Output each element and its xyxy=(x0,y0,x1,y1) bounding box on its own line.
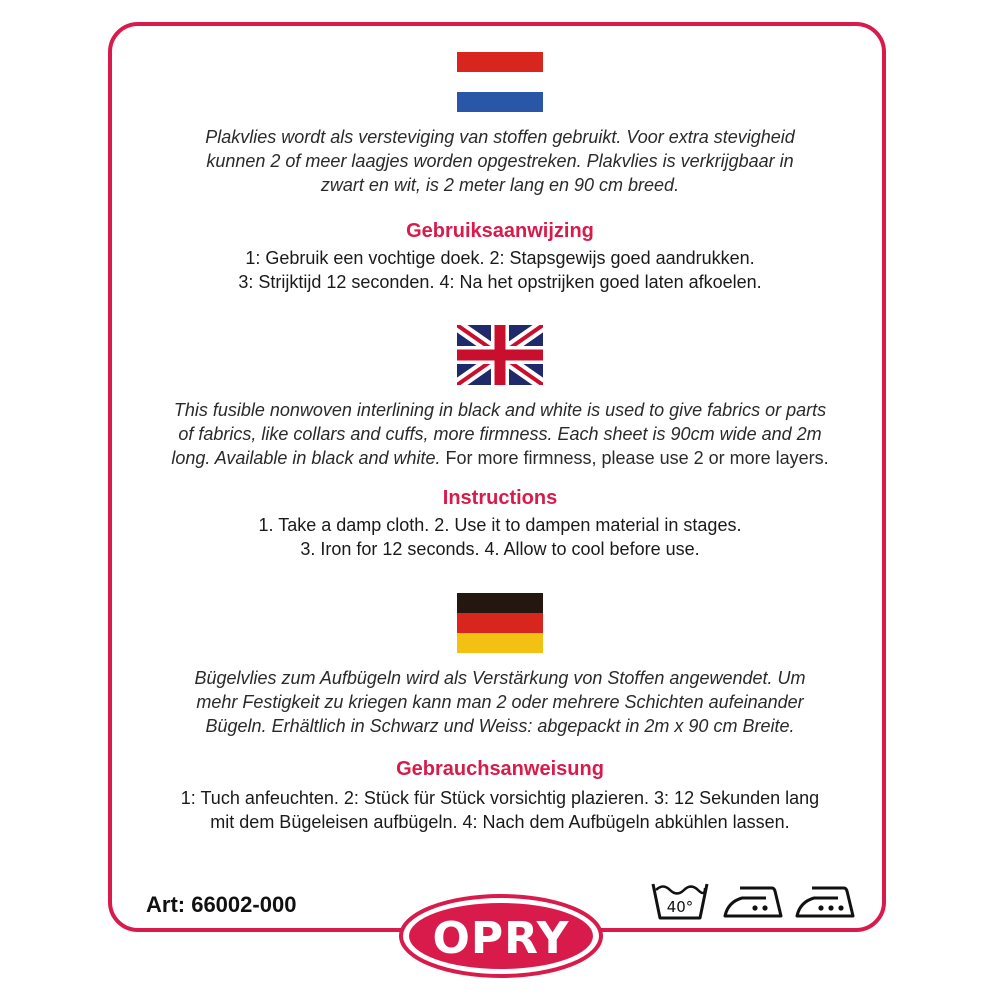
german-description-line: Bügeln. Erhältlich in Schwarz und Weiss: abgepackt in 2m x 90 cm Breite. xyxy=(205,716,795,736)
english-step-line: 1. Take a damp cloth. 2. Use it to dampen material in stages. xyxy=(258,515,742,535)
united-kingdom-flag-icon xyxy=(457,325,543,385)
german-steps xyxy=(110,786,890,834)
german-description-line: Bügelvlies zum Aufbügeln wird als Verstärkung von Stoffen angewendet. Um xyxy=(194,668,806,688)
dutch-description-line: kunnen 2 of meer laagjes worden opgestreken. Plakvlies is verkrijgbaar in xyxy=(206,151,794,171)
german-heading: Gebrauchsanweisung xyxy=(396,758,604,780)
english-step-line: 3. Iron for 12 seconds. 4. Allow to cool before use. xyxy=(300,539,700,559)
wash-temperature-label: 40° xyxy=(666,898,694,916)
english-description-italic: long. Available in black and white. xyxy=(171,448,441,468)
dutch-description xyxy=(110,125,890,197)
netherlands-flag-icon xyxy=(457,52,543,112)
german-step-line: 1: Tuch anfeuchten. 2: Stück für Stück vorsichtig plazieren. 3: 12 Sekunden lang xyxy=(180,788,820,808)
logo-text: OPRY xyxy=(432,913,570,964)
iron-two-dots-icon xyxy=(722,876,784,922)
german-step-line: mit dem Bügeleisen aufbügeln. 4: Nach dem Aufbügeln abkühlen lassen. xyxy=(210,812,790,832)
english-description-line xyxy=(110,446,890,470)
article-number: Art: 66002-000 xyxy=(146,892,297,917)
english-description xyxy=(110,398,890,470)
english-heading: Instructions xyxy=(442,487,558,509)
opry-logo xyxy=(398,893,604,979)
iron-three-dots-icon xyxy=(794,876,856,922)
german-description-line: mehr Festigkeit zu kriegen kann man 2 oder mehrere Schichten aufeinander xyxy=(196,692,804,712)
dutch-heading: Gebruiksaanwijzing xyxy=(406,220,594,242)
dutch-step-line: 3: Strijktijd 12 seconden. 4: Na het opstrijken goed laten afkoelen. xyxy=(238,272,762,292)
english-steps xyxy=(110,513,890,561)
english-description-line: This fusible nonwoven interlining in black and white is used to give fabrics or parts xyxy=(173,400,827,420)
dutch-steps xyxy=(110,246,890,294)
dutch-description-line: Plakvlies wordt als versteviging van stoffen gebruikt. Voor extra stevigheid xyxy=(205,127,795,147)
german-description xyxy=(110,666,890,738)
dutch-description-line: zwart en wit, is 2 meter lang en 90 cm breed. xyxy=(320,175,680,195)
english-description-upright: For more firmness, please use 2 or more layers. xyxy=(440,448,829,468)
english-description-line: of fabrics, like collars and cuffs, more firmness. Each sheet is 90cm wide and 2m xyxy=(178,424,822,444)
germany-flag-icon xyxy=(457,593,543,653)
wash-40-degrees-icon xyxy=(650,876,710,922)
dutch-step-line: 1: Gebruik een vochtige doek. 2: Stapsgewijs goed aandrukken. xyxy=(245,248,755,268)
